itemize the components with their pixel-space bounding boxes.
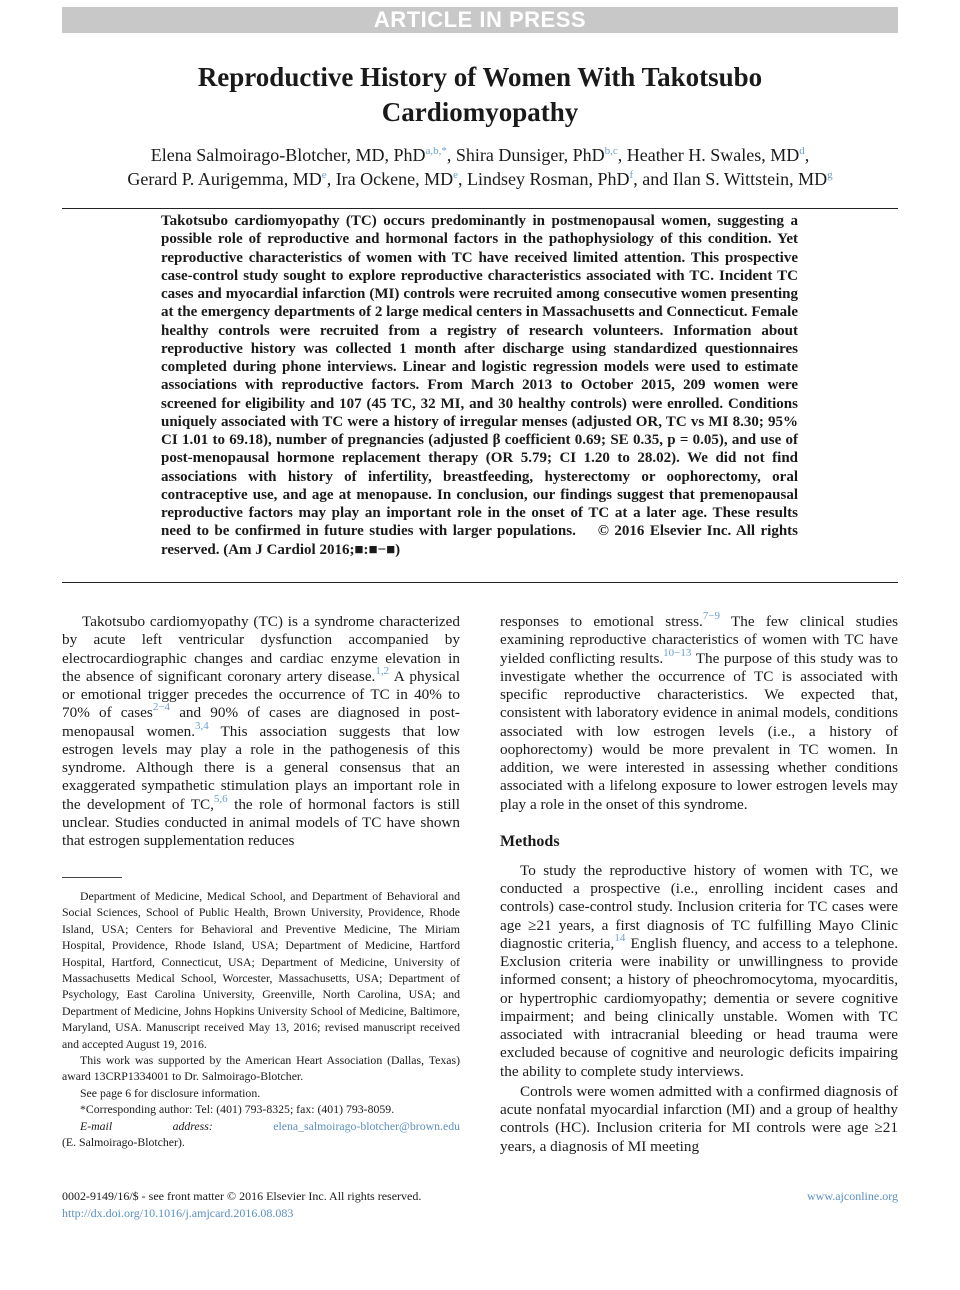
reference-link[interactable]: 5,6 [213,792,228,805]
abstract-bottom-rule [62,582,898,583]
author-affiliation[interactable]: e [321,169,327,181]
body-text: This association suggests that low estrogen levels may play a role in the pathogenesis of this syndrome. Although there is a general consensus that an exaggerated sympathetic stimulation plays an important role in the development of TC, [62,722,460,813]
reference-link[interactable]: 2−4 [152,701,171,714]
author-separator: , [458,169,468,189]
abstract [161,212,798,559]
author-line-2 [62,167,898,191]
author-name: Shira Dunsiger, PhD [455,145,605,165]
methods-paragraph-1 [500,862,898,1081]
author-separator: , [446,145,456,165]
body-text: the role of hormonal factors is still unclear. Studies conducted in animal models of TC have shown that estrogen supplementation reduces [62,795,460,849]
journal-website-link[interactable]: www.ajconline.org [807,1189,898,1203]
reference-link[interactable]: 14 [614,931,626,944]
email-link[interactable]: elena_salmoirago-blotcher@brown.edu [273,1118,460,1133]
right-column [500,610,898,1156]
author-affiliation[interactable]: g [827,169,833,181]
email-owner: (E. Salmoirago-Blotcher). [62,1135,185,1150]
front-matter-footer [62,1188,421,1222]
body-text: English fluency, and access to a telephone. Exclusion criteria were inability or unwillingness to provide informed consent; a history of pheochromocytoma, myocarditis, or hypertrophic cardiomyopathy; dementia or severe cognitive impairment; and being clinically unstable. Women with TC associated with intracranial bleeding or head trauma were excluded because of cognitive and neurologic deficits impairing the ability to complete study interviews. [500,934,898,1080]
email-row [62,1118,460,1134]
title-line-1: Reproductive History of Women With Takotsubo [197,62,763,92]
corresponding-author-footnote: *Corresponding author: Tel: (401) 793-8325; fax: (401) 793-8059. [80,1102,395,1117]
doi-link[interactable]: http://dx.doi.org/10.1016/j.amjcard.2016.08.083 [62,1206,294,1220]
author-affiliation[interactable]: b,c [604,145,618,157]
reference-link[interactable]: 10−13 [663,646,692,659]
author-name: Ira Ockene, MD [335,169,454,189]
methods-heading: Methods [500,832,560,850]
email-label-2: address: [172,1118,213,1133]
body-text: The few clinical studies examining reproductive characteristics of women with TC have yielded conflicting results. [500,613,898,667]
author-affiliation[interactable]: f [629,169,634,181]
reference-link[interactable]: 7−9 [702,610,721,622]
intro-paragraph-continued [500,610,898,814]
footnote-rule [62,877,122,878]
article-in-press-banner [62,7,898,33]
author-name: Lindsey Rosman, PhD [467,169,630,189]
author-affiliation[interactable]: a,b,* [425,145,447,157]
disclosure-footnote: See page 6 for disclosure information. [80,1085,261,1100]
email-label: E-mail [80,1118,113,1133]
banner-text: ARTICLE IN PRESS [373,7,587,32]
methods-paragraph-2: Controls were women admitted with a confirmed diagnosis of acute nonfatal myocardial infarction (MI) and a group of healthy controls (HC). Inclusion criteria for MI controls were age ≥21 years, a diagnosis of MI meeting [500,1082,898,1155]
intro-paragraph [62,613,460,850]
body-text: Takotsubo cardiomyopathy (TC) is a syndrome characterized by acute left ventricular dysfunction accompanied by electrocardiographic changes and cardiac enzyme elevation in the absence of significant coronary artery disease. [62,613,460,685]
body-text: responses to emotional stress. [500,613,703,630]
funding-footnote: This work was supported by the American Heart Association (Dallas, Texas) award 13CRP1334001 to Dr. Salmoirago-Blotcher. [62,1053,460,1084]
author-name: Ilan S. Wittstein, MD [672,169,828,189]
abstract-top-rule [62,208,898,209]
abstract-text: Takotsubo cardiomyopathy (TC) occurs predominantly in postmenopausal women, suggesting a possible role of reproductive and hormonal factors in the pathophysiology of this condition. Yet reproductive characteristics of women with TC have received limited attention. This prospective case-control study sought to explore reproductive characteristics associated with TC. Incident TC cases and myocardial infarction (MI) controls were recruited among consecutive women presenting at the emergency departments of 2 large medical centers in Massachusetts and Connecticut. Female healthy controls were recruited from a registry of research volunteers. Information about reproductive history was collected 1 month after discharge using standardized questionnaires completed during phone interviews. Linear and logistic regression models were used to estimate associations with reproductive factors. From March 2013 to October 2015, 209 women were screened for eligibility and 107 (45 TC, 32 MI, and 30 healthy controls) were enrolled. Conditions uniquely associated with TC were a history of irregular menses (adjusted OR, TC vs MI 8.30; 95% CI 1.01 to 69.18), number of pregnancies (adjusted β coefficient 0.69; SE 0.35, p = 0.05), and use of post-menopausal hormone replacement therapy (OR 5.79; CI 1.20 to 28.02). We did not find associations with history of infertility, breastfeeding, hysterectomy or oophorectomy, oral contraceptive use, and age at menopause. In conclusion, our findings suggest that premenopausal reproductive factors may play an important role in the onset of TC at a later age. These results need to be confirmed in future studies with larger populations. [161,213,798,540]
reference-link[interactable]: 3,4 [195,719,209,732]
issn-line: 0002-9149/16/$ - see front matter © 2016 Elsevier Inc. All rights reserved. [62,1189,422,1203]
author-affiliation[interactable]: e [453,169,459,181]
body-text: To study the reproductive history of women with TC, we conducted a prospective (i.e., enrolling incident cases and controls) case-control study. Inclusion criteria for TC cases were age ≥21 years, a first diagnosis of TC fulfilling Mayo Clinic diagnostic criteria, [500,861,898,952]
author-affiliation[interactable]: d [799,145,805,157]
affiliations-footnote: Department of Medicine, Medical School, and Department of Behavioral and Social Sciences, School of Public Health, Brown University, Providence, Rhode Island, USA; Centers for Behavioral and Preventive Medicine, The Miriam Hospital, Providence, Rhode Island, USA; Department of Medicine, Hartford Hospital, Hartford, Connecticut, USA; Department of Medicine, University of Massachusetts Medical School, Worcester, Massachusetts, USA; Department of Psychology, East Carolina University, Greenville, North Carolina, USA; and Department of Medicine, Johns Hopkins University School of Medicine, Baltimore, Maryland, USA. Manuscript received May 13, 2016; revised manuscript received and accepted August 19, 2016. [62,889,460,1051]
left-column [62,613,460,850]
author-list [62,143,898,191]
copyright-line: © 2016 Elsevier Inc. All rights reserved. (Am J Cardiol 2016;■:■−■) [161,523,799,558]
body-text: and 90% of cases are diagnosed in post-menopausal women. [62,704,460,740]
footnotes [62,888,460,1151]
author-line-1: Elena Salmoirago-Blotcher, MD, PhD$^{a,b,*}$, Shira Dunsiger, PhD$^{b,c}$, Heather H. Swales, $MD^d$, [150,145,810,165]
author-separator: , [326,169,336,189]
body-text: The purpose of this study was to investigate whether the occurrence of TC is associated with specific reproductive characteristics. We expected that, consistent with laboratory evidence in animal models, conditions associated with low estrogen levels (i.e., a history of oophorectomy) would be more prevalent in TC women. In addition, we were interested in assessing whether conditions associated with a lifelong exposure to lower estrogen levels may play a role in the onset of this syndrome. [500,649,898,813]
author-separator: , [617,145,627,165]
body-text: A physical or emotional trigger precedes the occurrence of TC in 40% to 70% of cases [62,667,460,722]
author-name: Heather H. Swales, MD [626,145,800,165]
title-line-2: Cardiomyopathy [381,97,579,127]
article-title [62,60,898,130]
author-name: Elena Salmoirago-Blotcher, MD, PhD [150,145,426,165]
reference-link[interactable]: 1,2 [375,664,390,677]
author-separator: , and [633,169,673,189]
author-name: Gerard P. Aurigemma, MD [127,169,322,189]
journal-site [807,1188,898,1205]
